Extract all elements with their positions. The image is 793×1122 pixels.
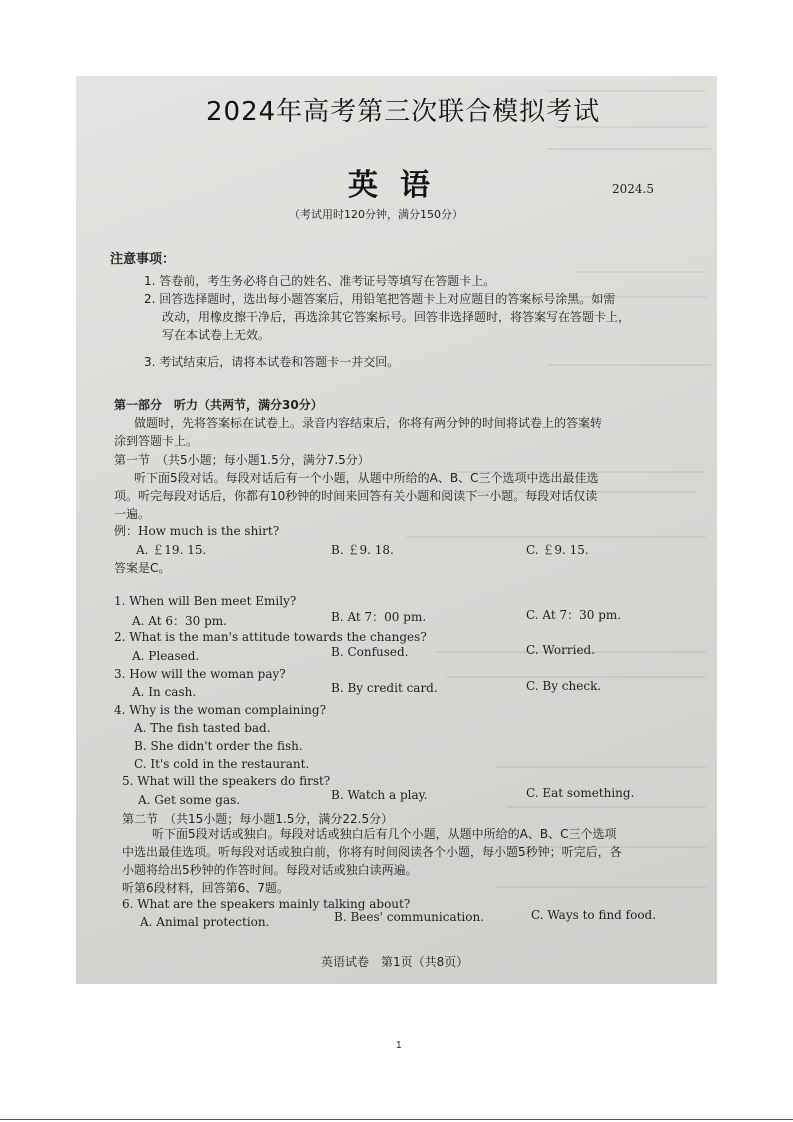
page-footer: 英语试卷 第1页（共8页） [321,955,469,969]
part1-intro: 涂到答题卡上。 [114,434,199,448]
part1-heading: 第一部分 听力（共两节，满分30分） [114,398,323,412]
question-1: 1. When will Ben meet Emily? [114,594,297,608]
section2-text: 中选出最佳选项。听每段对话或独白前，你将有时间阅读各个小题，每小题5秒钟；听完后，各 [122,845,622,859]
question-2: 2. What is the man's attitude towards the changes? [114,630,427,644]
exam-title: 2024年高考第三次联合模拟考试 [206,97,601,127]
notice-item: 1. 答卷前，考生务必将自己的姓名、准考证号等填写在答题卡上。 [144,274,496,288]
page-number: 1 [396,1040,402,1051]
section1-heading: 第一节 （共5小题；每小题1.5分，满分7.5分） [114,453,370,467]
question-5-option-a: A. Get some gas. [138,793,241,807]
question-6-option-b: B. Bees' communication. [334,910,485,924]
question-3-option-a: A. In cash. [132,685,197,699]
question-4-option-b: B. She didn't order the fish. [134,739,303,753]
question-1-option-a: A. At 6：30 pm. [132,614,227,628]
question-4-option-a: A. The fish tasted bad. [134,721,271,735]
question-5: 5. What will the speakers do first? [122,774,331,788]
question-6: 6. What are the speakers mainly talking about? [122,897,411,911]
example-option-c: C. ￡9. 15. [526,543,589,557]
notice-item: 2. 回答选择题时，选出每小题答案后，用铅笔把答题卡上对应题目的答案标号涂黑。如需 [144,292,616,306]
question-4-option-c: C. It's cold in the restaurant. [134,757,310,771]
question-6-option-a: A. Animal protection. [140,915,270,929]
question-5-option-b: B. Watch a play. [331,788,428,802]
part1-intro: 做题时，先将答案标在试卷上。录音内容结束后，你将有两分钟的时间将试卷上的答案转 [134,416,603,430]
question-2-option-a: A. Pleased. [132,649,200,663]
scanned-exam-photo [76,76,717,984]
example-option-a: A. ￡19. 15. [136,543,207,557]
exam-info: （考试用时120分钟，满分150分） [289,208,463,221]
question-2-option-c: C. Worried. [526,643,596,657]
section1-text: 一遍。 [114,507,151,521]
question-2-option-b: B. Confused. [331,645,409,659]
section1-text: 项。听完每段对话后，你都有10秒钟的时间来回答有关小题和阅读下一小题。每段对话仅读 [114,489,598,503]
notice-item: 写在本试卷上无效。 [162,328,271,342]
section2-material: 听第6段材料，回答第6、7题。 [122,881,289,895]
example-answer: 答案是C。 [114,561,171,575]
example-question: 例：How much is the shirt? [114,524,280,538]
question-3-option-c: C. By check. [526,679,602,693]
notice-item: 3. 考试结束后，请将本试卷和答题卡一并交回。 [144,355,400,369]
exam-date: 2024.5 [612,182,654,196]
question-3: 3. How will the woman pay? [114,667,286,681]
notice-item: 改动，用橡皮擦干净后，再选涂其它答案标号。回答非选择题时，将答案写在答题卡上， [162,310,631,324]
section2-text: 听下面5段对话或独白。每段对话或独白后有几个小题，从题中所给的A、B、C三个选项 [152,827,617,841]
question-5-option-c: C. Eat something. [526,786,635,800]
section2-text: 小题将给出5秒钟的作答时间。每段对话或独白读两遍。 [122,863,418,877]
question-6-option-c: C. Ways to find food. [531,908,657,922]
question-1-option-b: B. At 7：00 pm. [331,610,427,624]
section1-text: 听下面5段对话。每段对话后有一个小题，从题中所给的A、B、C三个选项中选出最佳选 [134,471,599,485]
example-option-b: B. ￡9. 18. [331,543,394,557]
question-4: 4. Why is the woman complaining? [114,703,327,717]
section2-heading: 第二节 （共15小题；每小题1.5分，满分22.5分） [122,812,394,826]
question-3-option-b: B. By credit card. [331,681,438,695]
notice-title: 注意事项： [110,252,176,267]
question-1-option-c: C. At 7：30 pm. [526,608,622,622]
bottom-rule [0,1119,793,1120]
subject-title: 英语 [348,168,452,203]
